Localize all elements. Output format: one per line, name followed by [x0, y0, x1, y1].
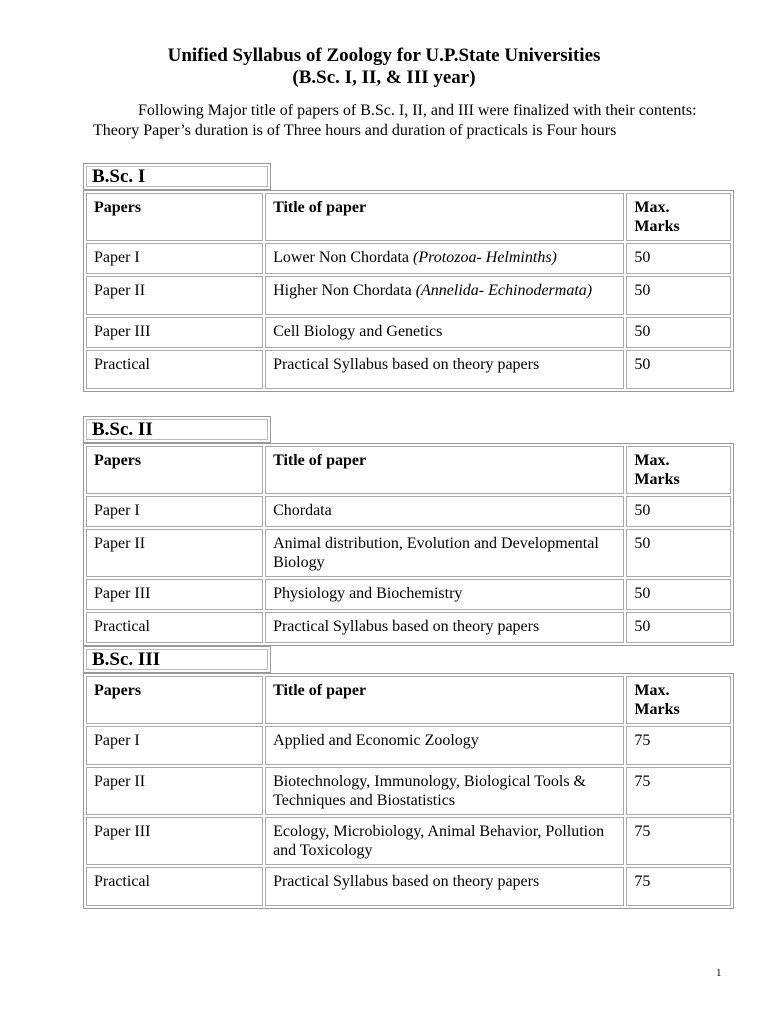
title-text: Lower Non Chordata [273, 249, 414, 266]
paper-cell: Paper I [86, 243, 263, 274]
marks-cell: 50 [626, 243, 731, 274]
papers-table [83, 443, 734, 646]
section-heading: B.Sc. I [83, 163, 271, 190]
marks-cell: 50 [626, 579, 731, 610]
title-cell: Practical Syllabus based on theory papers [265, 867, 624, 906]
page-number: 1 [716, 967, 722, 979]
paper-cell: Paper III [86, 317, 263, 348]
title-cell: Biotechnology, Immunology, Biological Tools & Techniques and Biostatistics [265, 767, 624, 815]
title-cell [265, 243, 624, 274]
table-row [86, 317, 731, 348]
column-header-papers: Papers [86, 676, 263, 724]
marks-cell: 50 [626, 350, 731, 389]
paper-cell: Practical [86, 867, 263, 906]
marks-cell: 50 [626, 529, 731, 577]
marks-cell: 75 [626, 767, 731, 815]
column-header-marks [626, 676, 731, 724]
table-row [86, 817, 731, 865]
paper-cell: Practical [86, 612, 263, 643]
table-header-row [86, 446, 731, 494]
section-heading: B.Sc. III [83, 646, 271, 673]
marks-header-line1: Max. [634, 199, 670, 216]
column-header-title: Title of paper [265, 446, 624, 494]
title-cell: Cell Biology and Genetics [265, 317, 624, 348]
table-row [86, 726, 731, 765]
document-title: Unified Syllabus of Zoology for U.P.State Universities [167, 45, 601, 66]
title-cell: Ecology, Microbiology, Animal Behavior, Pollution and Toxicology [265, 817, 624, 865]
title-cell: Practical Syllabus based on theory papers [265, 350, 624, 389]
marks-header-line1: Max. [634, 682, 670, 699]
table-row [86, 496, 731, 527]
paper-cell: Paper II [86, 767, 263, 815]
marks-cell: 75 [626, 817, 731, 865]
title-italic-text: (Protozoa- Helminths) [413, 249, 557, 266]
paper-cell: Practical [86, 350, 263, 389]
marks-header-line1: Max. [634, 452, 670, 469]
table-header-row [86, 193, 731, 241]
table-header-row [86, 676, 731, 724]
title-cell: Chordata [265, 496, 624, 527]
column-header-papers: Papers [86, 446, 263, 494]
marks-header-line2: Marks [634, 218, 680, 235]
paper-cell: Paper I [86, 726, 263, 765]
column-header-papers: Papers [86, 193, 263, 241]
section-bsc-1 [83, 163, 734, 392]
marks-header-line2: Marks [634, 471, 680, 488]
title-cell: Animal distribution, Evolution and Developmental Biology [265, 529, 624, 577]
column-header-marks [626, 446, 731, 494]
intro-paragraph: Following Major title of papers of B.Sc. I, II, and III were finalized with their contents: [138, 102, 697, 119]
papers-table [83, 190, 734, 392]
table-row [86, 579, 731, 610]
title-italic-text: (Annelida- Echinodermata) [415, 282, 593, 299]
marks-cell: 50 [626, 276, 731, 315]
title-text: Higher Non Chordata [273, 282, 416, 299]
marks-cell: 50 [626, 317, 731, 348]
document-subtitle: (B.Sc. I, II, & III year) [292, 67, 476, 88]
paper-cell: Paper I [86, 496, 263, 527]
table-row [86, 243, 731, 274]
paper-cell: Paper II [86, 276, 263, 315]
paper-cell: Paper III [86, 579, 263, 610]
title-cell [265, 276, 624, 315]
section-bsc-2 [83, 416, 734, 646]
marks-cell: 75 [626, 867, 731, 906]
marks-cell: 50 [626, 496, 731, 527]
table-row [86, 276, 731, 315]
table-row [86, 612, 731, 643]
table-row [86, 867, 731, 906]
marks-header-line2: Marks [634, 701, 680, 718]
paper-cell: Paper II [86, 529, 263, 577]
papers-table [83, 673, 734, 909]
table-row [86, 529, 731, 577]
duration-note: Theory Paper’s duration is of Three hours and duration of practicals is Four hours [93, 122, 617, 139]
table-row [86, 767, 731, 815]
marks-cell: 75 [626, 726, 731, 765]
title-cell: Practical Syllabus based on theory papers [265, 612, 624, 643]
section-bsc-3 [83, 646, 734, 909]
section-heading: B.Sc. II [83, 416, 271, 443]
column-header-title: Title of paper [265, 193, 624, 241]
marks-cell: 50 [626, 612, 731, 643]
table-row [86, 350, 731, 389]
title-cell: Physiology and Biochemistry [265, 579, 624, 610]
title-cell: Applied and Economic Zoology [265, 726, 624, 765]
paper-cell: Paper III [86, 817, 263, 865]
column-header-title: Title of paper [265, 676, 624, 724]
column-header-marks [626, 193, 731, 241]
intro-text [93, 101, 733, 141]
